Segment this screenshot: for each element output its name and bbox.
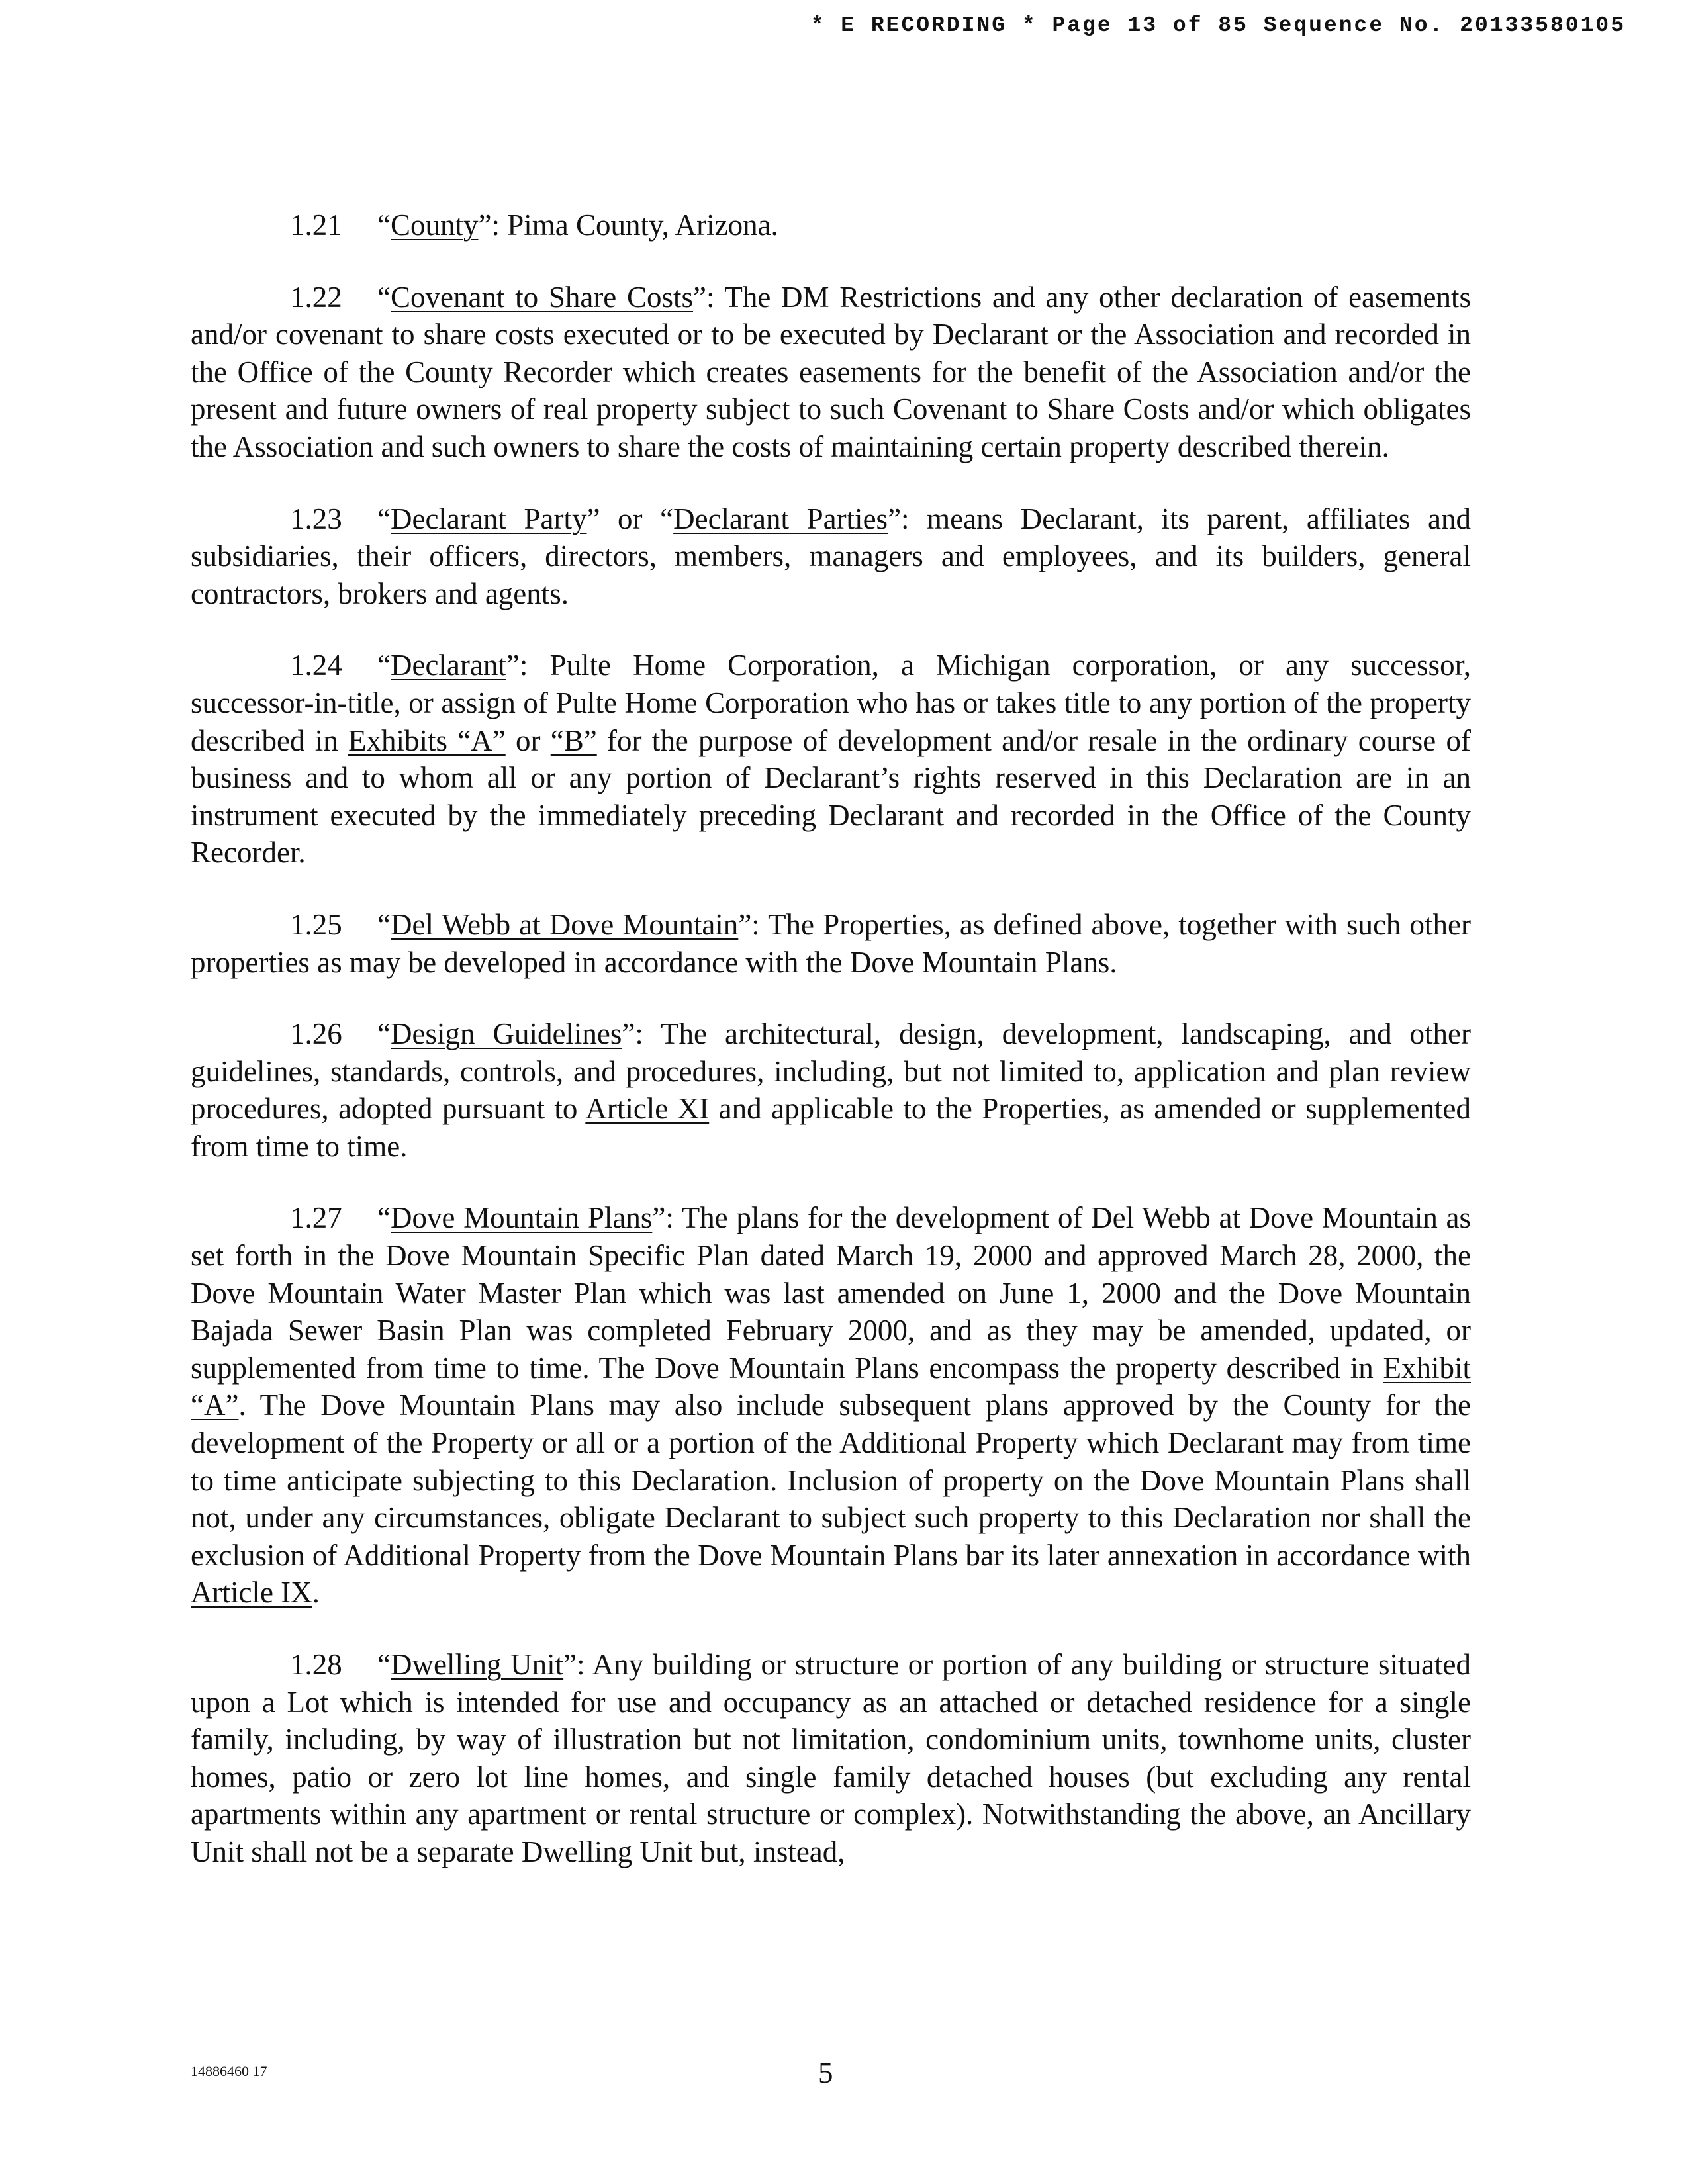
defined-term: Covenant to Share Costs: [390, 280, 694, 314]
section-text: ”: means Declarant, its parent, affiliates and subsidiaries, their officers, directors, members, managers and employees, and its builders, general contractors, brokers and agents.: [191, 502, 1472, 610]
section-text: “: [377, 208, 391, 242]
section-text: “: [377, 502, 391, 535]
section-text: for the purpose of development and/or resale in the ordinary course of business and to whom all or any portion of Declarant’s rights reserved in this Declaration are in an instrument executed by the immediately preceding Declarant and recorded in the Office of the County Recorder.: [191, 723, 1471, 870]
section-number: 1.25: [290, 907, 342, 941]
section-text: ”: Pima County, Arizona.: [478, 208, 778, 242]
section-text: “: [377, 1648, 391, 1681]
section-text: ”: Pulte Home Corporation, a Michigan corporation, or any successor, successor-in-title, or assign of Pulte Home Corporation who has or takes title to any portion of the property described in: [191, 649, 1471, 757]
section-text: ”: Any building or structure or portion of any building or structure situated upon a Lot which is intended for use and occupancy as an attached or detached residence for a single family, including, by way of illustration but not limitation, condominium units, townhome units, cluster homes, patio or zero lot line homes, and single family detached houses (but excluding any rental apartments within any apartment or rental structure or complex). Notwithstanding the above, an Ancillary Unit shall not be a separate Dwelling Unit but, instead,: [191, 1648, 1471, 1868]
section-number: 1.24: [290, 649, 342, 682]
defined-term: Article XI: [585, 1092, 710, 1126]
defined-term: Design Guidelines: [390, 1017, 622, 1051]
definition-section: [191, 206, 1471, 244]
defined-term: Declarant: [390, 649, 506, 682]
section-text: . The Dove Mountain Plans may also include subsequent plans approved by the County for the development of the Property or all or a portion of the Additional Property which Declarant may from time to time anticipate subjecting to this Declaration. Inclusion of property on the Dove Mountain Plans shall not, under any circumstances, obligate Declarant to subject such property to this Declaration nor shall the exclusion of Additional Property from the Dove Mountain Plans bar its later annexation in accordance with: [191, 1388, 1471, 1572]
section-text: and applicable to the Properties, as amended or supplemented from time to time.: [191, 1092, 1472, 1163]
section-text: ”: The architectural, design, development, landscaping, and other guidelines, standards, controls, and procedures, including, but not limited to, application and plan review procedures, adopted pursuant to: [191, 1017, 1471, 1126]
defined-term: Article IX: [191, 1576, 312, 1610]
section-number: 1.22: [290, 280, 342, 314]
section-text: “: [377, 1017, 391, 1051]
section-text: ”: The DM Restrictions and any other declaration of easements and/or covenant to share costs executed or to be executed by Declarant or the Association and recorded in the Office of the County Recorder which creates easements for the benefit of the Association and/or the present and future owners of real property subject to such Covenant to Share Costs and/or which obligates the Association and such owners to share the costs of maintaining certain property described therein.: [191, 280, 1471, 463]
section-number: 1.23: [290, 502, 342, 535]
defined-term: “B”: [550, 723, 597, 757]
section-number: 1.28: [290, 1648, 342, 1681]
defined-term: Exhibit “A”: [191, 1351, 1471, 1422]
document-code: 14886460 17: [191, 2063, 267, 2079]
section-text: “: [377, 649, 391, 682]
defined-term: Dove Mountain Plans: [390, 1201, 653, 1235]
document-body: [191, 206, 1471, 1905]
definition-section: [191, 647, 1471, 872]
defined-term: Exhibits “A”: [348, 723, 506, 757]
defined-term: Declarant Party: [390, 502, 587, 535]
section-text: ”: The Properties, as defined above, together with such other properties as may be developed in accordance with the Dove Mountain Plans.: [191, 907, 1471, 979]
definition-section: [191, 279, 1471, 466]
section-number: 1.26: [290, 1017, 342, 1051]
definition-section: [191, 1646, 1471, 1871]
section-text: ”: The plans for the development of Del Webb at Dove Mountain as set forth in the Dove Mountain Specific Plan dated March 19, 2000 and approved March 28, 2000, the Dove Mountain Water Master Plan which was last amended on June 1, 2000 and the Dove Mountain Bajada Sewer Basin Plan was completed February 2000, and as they may be amended, updated, or supplemented from time to time. The Dove Mountain Plans encompass the property described in: [191, 1201, 1471, 1385]
section-text: “: [377, 280, 391, 314]
section-text: .: [312, 1576, 320, 1610]
defined-term: Declarant Parties: [673, 502, 888, 535]
defined-term: County: [390, 208, 479, 242]
section-number: 1.27: [290, 1201, 342, 1235]
defined-term: Del Webb at Dove Mountain: [390, 907, 739, 941]
recording-header: * E RECORDING * Page 13 of 85 Sequence No. 20133580105: [810, 13, 1626, 38]
section-text: “: [377, 1201, 391, 1235]
section-number: 1.21: [290, 208, 342, 242]
section-text: ” or “: [586, 502, 674, 535]
section-text: “: [377, 907, 391, 941]
section-text: or: [505, 723, 551, 757]
definition-section: [191, 1199, 1471, 1612]
page-number: 5: [818, 2056, 833, 2089]
definition-section: [191, 500, 1471, 613]
defined-term: Dwelling Unit: [390, 1648, 564, 1681]
definition-section: [191, 906, 1471, 981]
definition-section: [191, 1015, 1471, 1165]
